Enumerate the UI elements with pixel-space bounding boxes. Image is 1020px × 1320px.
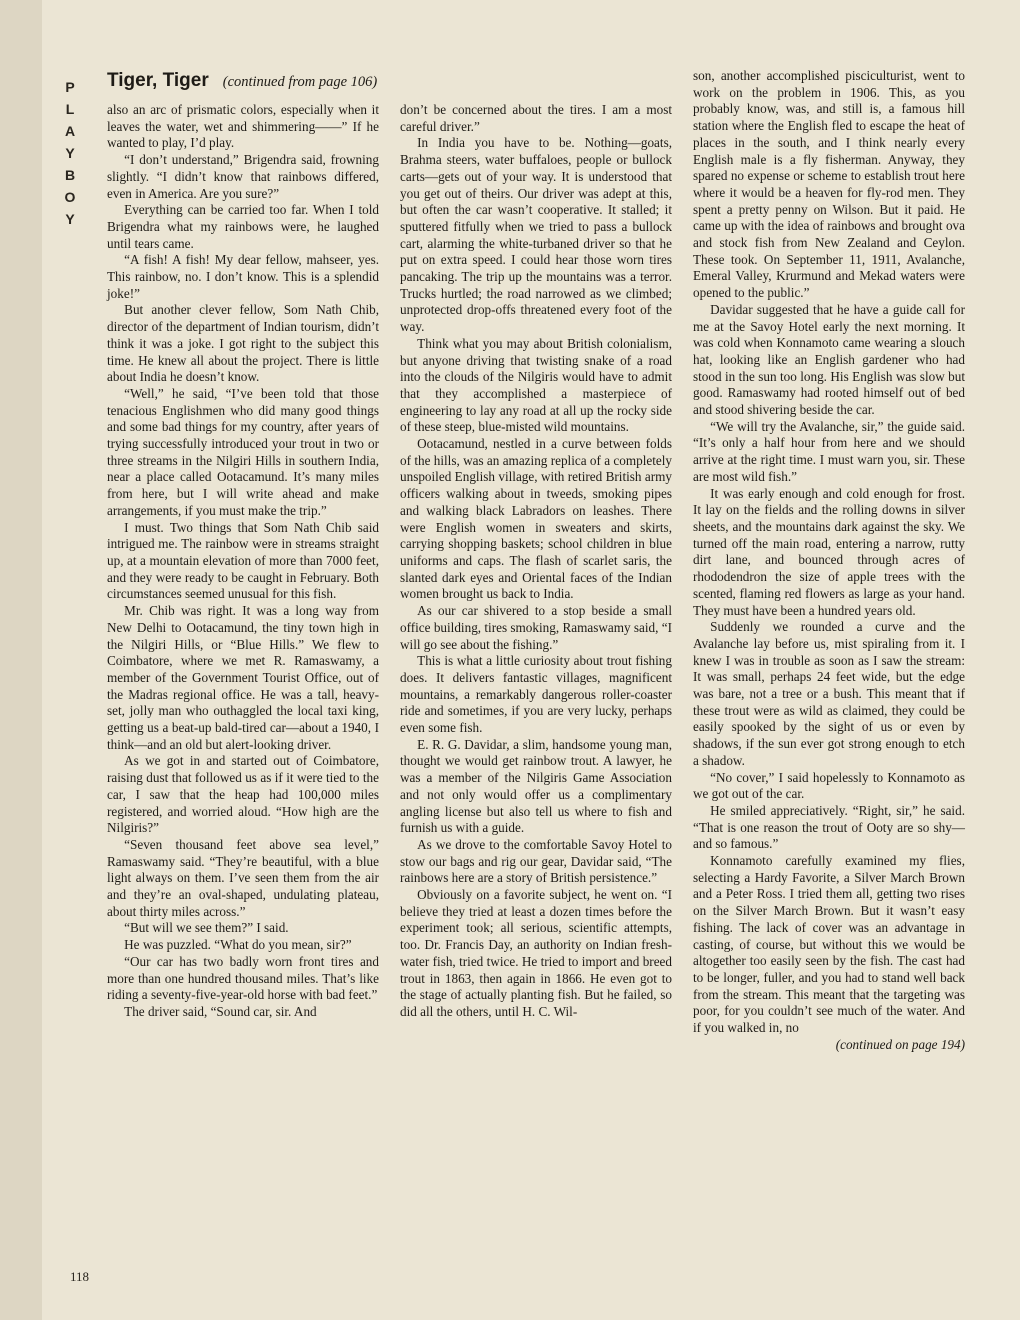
paragraph: “Well,” he said, “I’ve been told that those tenacious Englishmen who did many good things and some bad things for my country, after years of trying successfully introduced your trout in two or three streams in the Nilgiri Hills in southern India, near a place called Ootacamund. It’s many miles from here, but I will write ahead and make arrangements, if you must make the trip.” <box>107 385 379 518</box>
paragraph: The driver said, “Sound car, sir. And <box>124 1003 317 1019</box>
paragraph: He smiled appreciatively. “Right, sir,” he said. “That is one reason the trout of Ooty are so shy—and so famous.” <box>693 802 965 852</box>
paragraph: Everything can be carried too far. When I told Brigendra what my rainbows were, he laughed until tears came. <box>107 202 379 251</box>
article-header <box>107 70 407 92</box>
paragraph: It was early enough and cold enough for frost. It lay on the fields and the rolling downs in silver sheets, and the mountains dark against the sky. We turned off the main road, entering a narrow, rutty dirt lane, and bounced through acres of rhododendron the size of apple trees with the scented, flaming red flowers as large as your hand. They must have been a hundred years old. <box>693 485 965 618</box>
paragraph: E. R. G. Davidar, a slim, handsome young man, thought we would get rainbow trout. A lawyer, he was a member of the Nilgiris Game Association and not only would offer us a complimentary angling license but also tell us where to fish and furnish us with a guide. <box>400 736 672 836</box>
paragraph: As we drove to the comfortable Savoy Hotel to stow our bags and rig our gear, Davidar said, “The rainbows here are a story of British persistence.” <box>400 836 672 886</box>
page-gutter <box>0 0 42 1320</box>
paragraph: Obviously on a favorite subject, he went on. “I believe they tried at least a dozen times before the experiment took; all serious, scientific attempts, too. Dr. Francis Day, an authority on Indian fresh-water fish, tried twice. He tried to import and breed trout in 1863, then again in 1866. He even got to the stage of actually planting fish. But he failed, so did all the others, until H. C. Wil- <box>400 887 672 1019</box>
paragraph: also an arc of prismatic colors, especially when it leaves the water, wet and shimmering——” If he wanted to play, I’d play. <box>107 102 379 151</box>
magazine-name-vertical <box>60 76 80 230</box>
paragraph: “But will we see them?” I said. <box>124 920 289 936</box>
page-number: 118 <box>70 1269 90 1284</box>
paragraph: don’t be concerned about the tires. I am a most careful driver.” <box>400 102 672 134</box>
paragraph: Mr. Chib was right. It was a long way from New Delhi to Ootacamund, the tiny town high in the Nilgiri Hills, or “Blue Hills.” We flew to Coimbatore, where we met R. Ramaswamy, a member of the Government Tourist Office, out of the Madras regional office. He was a tall, heavy-set, jolly man who outhaggled the local taxi king, getting us a beat-up bald-tired car—about a 1940, I think—and an old but alert-looking driver. <box>107 603 379 752</box>
paragraph: Davidar suggested that he have a guide call for me at the Savoy Hotel early the next morning. It was cold when Konnamoto came wearing a slouch hat, looking like an English gardener who had stood in the sun too long. His English was slow but good. Ramaswamy had rooted himself out of bed and stood shivering beside the car. <box>693 301 965 418</box>
vertical-letter: P <box>65 79 75 95</box>
paragraph: Think what you may about British colonialism, but anyone driving that twisting snake of a road into the clouds of the Nilgiris would have to admit that they accomplished a masterpiece of engineering to lay any road at all up the rocky side of these steep, blue-misted wild mountains. <box>400 335 672 435</box>
vertical-letter: A <box>64 123 76 139</box>
continued-from-note: (continued from page 106) <box>222 74 378 90</box>
paragraph: In India you have to be. Nothing—goats, Brahma steers, water buffaloes, people or bullock carts—gets out of your way. It is understood that you get out of theirs. Our driver was adept at this, but often the car wasn’t cooperative. It stalled; it sputtered fitfully when we tried to pass a bullock cart, alarming the white-turbaned driver so that he put on extra speed. I could hear those worn tires pancaking. The trip up the mountains was a terror. Trucks hurtled; the road narrowed as we climbed; unprotected drop-offs threatened every foot of the way. <box>400 135 672 335</box>
paragraph: “I don’t understand,” Brigendra said, frowning slightly. “I didn’t know that rainbows differed, even in America. Are you sure?” <box>107 152 379 201</box>
paragraph: But another clever fellow, Som Nath Chib, director of the department of Indian tourism, didn’t think it was a joke. I got right to the subject this time. He knew all about the project. There is little about India he doesn’t know. <box>107 302 379 385</box>
paragraph: Suddenly we rounded a curve and the Avalanche lay before us, mist spiraling from it. I knew I was in trouble as soon as I saw the stream: It was small, perhaps 24 feet wide, but the edge was bare, not a tree or a bush. This meant that if these trout were as wild as claimed, they could be easily spooked by the sight of us or even by shadows, if the sun ever got strong enough to etch a shadow. <box>693 619 965 768</box>
paragraph: “Seven thousand feet above sea level,” Ramaswamy said. “They’re beautiful, with a blue light always on them. I’ve seen them from the air and they’re an oval-shaped, undulating plateau, about thirty miles across.” <box>107 836 379 919</box>
vertical-letter: O <box>64 189 76 205</box>
vertical-letter: L <box>65 101 75 117</box>
vertical-letter: Y <box>65 145 75 161</box>
paragraph: He was puzzled. “What do you mean, sir?” <box>124 937 352 953</box>
vertical-letter: Y <box>65 211 75 227</box>
vertical-letter: B <box>64 167 76 183</box>
paragraph: As our car shivered to a stop beside a small office building, tires smoking, Ramaswamy said, “I will go see about the fishing.” <box>400 603 672 652</box>
text-column-1 <box>107 102 379 1021</box>
text-column-2 <box>400 102 672 1021</box>
continued-on-note: (continued on page 194) <box>835 1036 965 1052</box>
paragraph: I must. Two things that Som Nath Chib said intrigued me. The rainbow were in streams straight up, at a mountain elevation of more than 7000 feet, and they were ready to be caught in February. Both circumstances seemed unusual for this fish. <box>107 519 379 602</box>
paragraph: son, another accomplished pisciculturist, went to work on the problem in 1906. This, as you probably know, was, and still is, a famous hill station where the English fled to escape the heat of places in the south, and I think nearly every English male is a fly fisherman. Anyway, they spared no expense or scheme to establish trout here where it would be a heaven for fly-rod men. They spent a pretty penny on Wilson. But it paid. He came up with the idea of rainbows and brought ova and stock fish from New Zealand and Ceylon. These took. On September 11, 1911, Avalanche, Emeral Valley, Krurmund and Mekad waters were opened to the public.” <box>693 68 965 301</box>
paragraph: Konnamoto carefully examined my flies, selecting a Hardy Favorite, a Silver March Brown and a Peter Ross. I tried them all, getting two rises on the Silver March Brown. But it wasn’t easy fishing. The lack of cover was an advantage in casting, of course, but without this we would be altogether too easily seen by the fish. The cast had to be longer, fuller, and you had to stand well back from the stream. This meant that the targeting was poor, for you couldn’t see much of the water. And if you walked in, no <box>693 853 965 1036</box>
paragraph: “A fish! A fish! My dear fellow, mahseer, yes. This rainbow, no. I don’t know. This is a splendid joke!” <box>107 252 379 301</box>
paragraph: This is what a little curiosity about trout fishing does. It delivers fantastic villages, magnificent mountains, a remarkably dangerous roller-coaster ride and sometimes, if you are very lucky, perhaps even some fish. <box>400 653 672 736</box>
paragraph: “No cover,” I said hopelessly to Konnamoto as we got out of the car. <box>693 769 965 802</box>
paragraph: As we got in and started out of Coimbatore, raising dust that followed us as if it were tied to the car, I saw that the heap had 100,000 miles registered, and worried aloud. “How high are the Nilgiris?” <box>107 753 379 836</box>
article-title: Tiger, Tiger <box>107 70 209 91</box>
text-column-3 <box>693 68 965 1053</box>
paragraph: Ootacamund, nestled in a curve between folds of the hills, was an amazing replica of a completely unspoiled English village, with retired British army officers walking about in tweeds, smoking pipes and walking black Labradors on leashes. There were English women in sweaters and skirts, carrying shopping baskets; school children in blue uniforms and caps. The flash of scarlet saris, the slanted dark eyes and Oriental faces of the Indian women brought us back to India. <box>400 436 672 602</box>
paragraph: “Our car has two badly worn front tires and more than one hundred thousand miles. That’s like riding a seventy-five-year-old horse with bad feet.” <box>107 953 379 1003</box>
paragraph: “We will try the Avalanche, sir,” the guide said. “It’s only a half hour from here and we should arrive at the right time. I must warn you, sir. These are most wild fish.” <box>693 418 965 484</box>
